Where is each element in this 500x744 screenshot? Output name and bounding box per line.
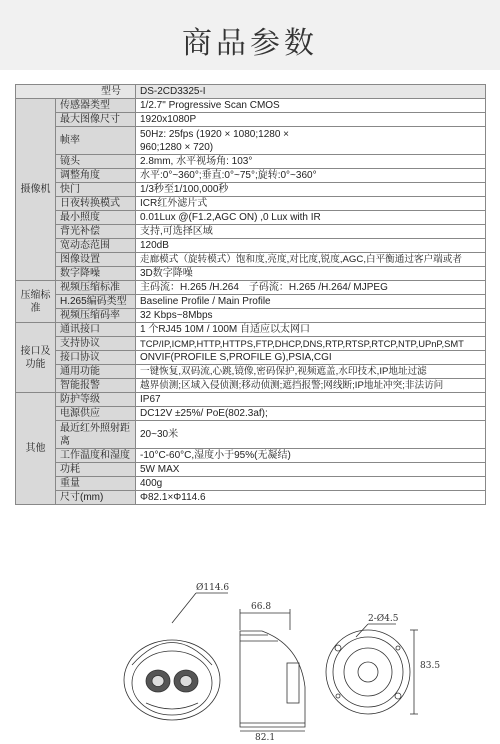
table-row: [16, 99, 486, 113]
group-interface: 接口及功能: [16, 323, 56, 393]
row-label: 视频压缩标准: [56, 281, 136, 295]
row-value: 一键恢复,双码流,心跳,镜像,密码保护,视频遮盖,水印技术,IP地址过滤: [136, 365, 486, 379]
row-value: 主码流：H.265 /H.264 子码流：H.265 /H.264/ MJPEG: [136, 281, 486, 295]
row-label: 日夜转换模式: [56, 197, 136, 211]
table-row: [16, 449, 486, 463]
row-label: 传感器类型: [56, 99, 136, 113]
camera-perspective-view: [124, 582, 229, 720]
row-label: 防护等级: [56, 393, 136, 407]
row-value: 1920x1080P: [136, 113, 486, 127]
group-compression: 压缩标准: [16, 281, 56, 323]
dim-height: 83.5: [420, 661, 441, 671]
row-value: [136, 127, 486, 155]
row-value: 0.01Lux @(F1.2,AGC ON) ,0 Lux with IR: [136, 211, 486, 225]
group-other: 其他: [16, 393, 56, 505]
row-label: H.265编码类型: [56, 295, 136, 309]
row-value: 32 Kbps~8Mbps: [136, 309, 486, 323]
row-value: 400g: [136, 477, 486, 491]
row-label: 帧率: [56, 127, 136, 155]
model-label: 型号: [16, 85, 136, 99]
table-row: [16, 477, 486, 491]
row-value: 2.8mm, 水平视场角: 103°: [136, 155, 486, 169]
row-value: ONVIF(PROFILE S,PROFILE G),PSIA,CGI: [136, 351, 486, 365]
row-label: 通用功能: [56, 365, 136, 379]
row-value: ICR红外滤片式: [136, 197, 486, 211]
row-value: Φ82.1×Φ114.6: [136, 491, 486, 505]
table-row: [16, 85, 486, 99]
table-row: [16, 309, 486, 323]
row-label: 智能报警: [56, 379, 136, 393]
row-value: 越界侦测;区域入侵侦测;移动侦测;遮挡报警;网线断;IP地址冲突;非法访问: [136, 379, 486, 393]
dim-holes: 2-Ø4.5: [368, 614, 399, 624]
row-value: TCP/IP,ICMP,HTTP,HTTPS,FTP,DHCP,DNS,RTP,RTSP,RTCP,NTP,UPnP,SMT: [136, 337, 486, 351]
row-value: IP67: [136, 393, 486, 407]
dim-top-width: 66.8: [251, 602, 272, 612]
row-value: 120dB: [136, 239, 486, 253]
row-value: 1 个RJ45 10M / 100M 自适应以太网口: [136, 323, 486, 337]
table-row: [16, 253, 486, 267]
row-value: 1/3秒至1/100,000秒: [136, 183, 486, 197]
row-label: 工作温度和湿度: [56, 449, 136, 463]
row-value: 走廊模式（旋转模式）饱和度,亮度,对比度,锐度,AGC,白平衡通过客户端或者: [136, 253, 486, 267]
row-label: 图像设置: [56, 253, 136, 267]
row-value: 20~30米: [136, 421, 486, 449]
table-row: [16, 365, 486, 379]
table-row: [16, 155, 486, 169]
table-row: [16, 323, 486, 337]
page-title: 商品参数: [182, 26, 318, 61]
table-row: [16, 421, 486, 449]
table-row: [16, 407, 486, 421]
row-label: 最大图像尺寸: [56, 113, 136, 127]
table-row: [16, 211, 486, 225]
table-row: [16, 281, 486, 295]
table-row: [16, 337, 486, 351]
row-label: 最近红外照射距离: [56, 421, 136, 449]
row-label: 电源供应: [56, 407, 136, 421]
spec-table: [15, 84, 486, 505]
row-value: -10°C-60°C,湿度小于95%(无凝结): [136, 449, 486, 463]
table-row: [16, 127, 486, 155]
row-label: 接口协议: [56, 351, 136, 365]
table-row: [16, 379, 486, 393]
row-value: Baseline Profile / Main Profile: [136, 295, 486, 309]
row-label: 支持协议: [56, 337, 136, 351]
table-row: [16, 169, 486, 183]
row-label: 数字降噪: [56, 267, 136, 281]
model-value: DS-2CD3325-I: [136, 85, 486, 99]
row-label: 通讯接口: [56, 323, 136, 337]
title-bar: [0, 0, 500, 70]
row-label: 最小照度: [56, 211, 136, 225]
dimension-drawings: [0, 575, 500, 744]
row-value: 3D数字降噪: [136, 267, 486, 281]
row-label: 视频压缩码率: [56, 309, 136, 323]
table-row: [16, 225, 486, 239]
row-label: 功耗: [56, 463, 136, 477]
table-row: [16, 351, 486, 365]
row-label: 尺寸(mm): [56, 491, 136, 505]
row-label: 调整角度: [56, 169, 136, 183]
row-value: 支持,可选择区域: [136, 225, 486, 239]
table-row: [16, 113, 486, 127]
group-camera: 摄像机: [16, 99, 56, 281]
row-label: 镜头: [56, 155, 136, 169]
table-row: [16, 491, 486, 505]
row-value: 水平:0°~360°;垂直:0°~75°;旋转:0°~360°: [136, 169, 486, 183]
row-value: 5W MAX: [136, 463, 486, 477]
row-label: 背光补偿: [56, 225, 136, 239]
table-row: [16, 239, 486, 253]
frame-rate-text: 50Hz: 25fps (1920 × 1080;1280 × 960;1280 × 720): [140, 128, 290, 153]
camera-mount-view: [326, 613, 440, 714]
row-label: 快门: [56, 183, 136, 197]
row-label: 宽动态范围: [56, 239, 136, 253]
camera-side-view: [240, 602, 305, 743]
row-value: 1/2.7" Progressive Scan CMOS: [136, 99, 486, 113]
table-row: [16, 267, 486, 281]
row-value: DC12V ±25%/ PoE(802.3af);: [136, 407, 486, 421]
row-label: 重量: [56, 477, 136, 491]
dim-bottom-width: 82.1: [255, 733, 276, 743]
dim-diameter: Ø114.6: [196, 583, 230, 593]
table-row: [16, 463, 486, 477]
table-row: [16, 393, 486, 407]
table-row: [16, 197, 486, 211]
table-row: [16, 295, 486, 309]
table-row: [16, 183, 486, 197]
